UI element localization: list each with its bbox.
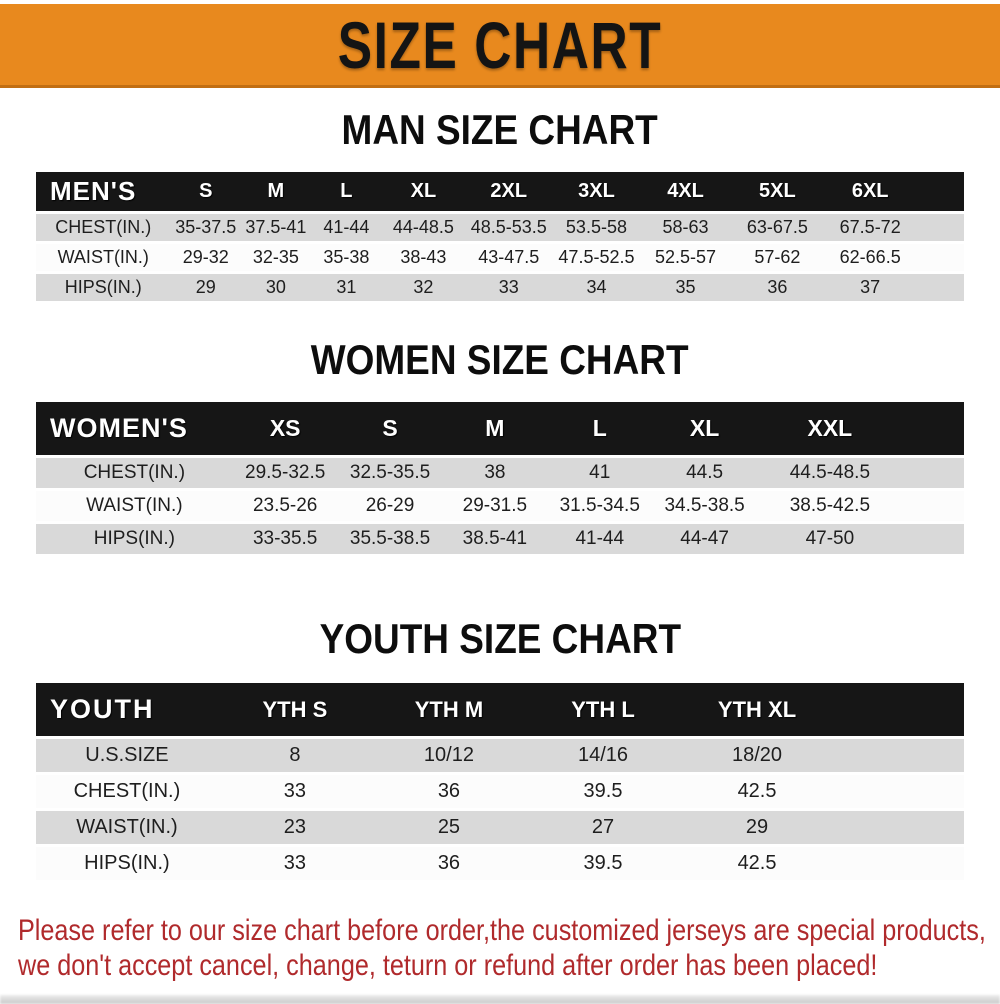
men-size-table bbox=[36, 172, 964, 304]
size-column-header: M bbox=[241, 172, 311, 213]
size-value-cell: 31.5-34.5 bbox=[547, 490, 652, 523]
filler-cell bbox=[903, 457, 964, 490]
row-label: U.S.SIZE bbox=[36, 738, 218, 774]
size-value-cell: 47.5-52.5 bbox=[553, 243, 640, 273]
size-value-cell: 32.5-35.5 bbox=[338, 457, 443, 490]
size-value-cell: 43-47.5 bbox=[465, 243, 553, 273]
size-value-cell: 29-31.5 bbox=[442, 490, 547, 523]
size-value-cell: 38-43 bbox=[382, 243, 465, 273]
size-column-header: YTH S bbox=[218, 683, 372, 738]
row-label: CHEST(IN.) bbox=[36, 457, 233, 490]
size-value-cell: 29.5-32.5 bbox=[233, 457, 338, 490]
size-value-cell: 27 bbox=[526, 810, 680, 846]
size-column-header: S bbox=[171, 172, 242, 213]
size-value-cell: 39.5 bbox=[526, 846, 680, 882]
size-value-cell: 35 bbox=[640, 273, 731, 303]
size-value-cell: 37.5-41 bbox=[241, 213, 311, 243]
man-section-heading bbox=[0, 104, 1000, 156]
size-value-cell: 8 bbox=[218, 738, 372, 774]
size-value-cell: 32 bbox=[382, 273, 465, 303]
youth-hips-row bbox=[36, 846, 964, 882]
size-value-cell: 38.5-42.5 bbox=[757, 490, 903, 523]
size-column-header: XL bbox=[652, 402, 757, 457]
row-label: HIPS(IN.) bbox=[36, 523, 233, 556]
size-value-cell: 26-29 bbox=[338, 490, 443, 523]
filler-cell bbox=[903, 402, 964, 457]
size-value-cell: 23.5-26 bbox=[233, 490, 338, 523]
youth-waist-row bbox=[36, 810, 964, 846]
size-column-header: YTH M bbox=[372, 683, 526, 738]
women-section-heading bbox=[0, 334, 1000, 386]
youth-heading-text: YOUTH SIZE CHART bbox=[319, 615, 681, 662]
men-corner-label: MEN'S bbox=[36, 172, 171, 213]
size-value-cell: 33-35.5 bbox=[233, 523, 338, 556]
men-header-row bbox=[36, 172, 964, 213]
size-value-cell: 44-48.5 bbox=[382, 213, 465, 243]
size-column-header: 5XL bbox=[731, 172, 824, 213]
size-column-header: 2XL bbox=[465, 172, 553, 213]
size-chart-banner bbox=[0, 4, 1000, 88]
men-chest-row bbox=[36, 213, 964, 243]
filler-cell bbox=[834, 810, 964, 846]
size-value-cell: 42.5 bbox=[680, 774, 834, 810]
size-value-cell: 14/16 bbox=[526, 738, 680, 774]
size-value-cell: 62-66.5 bbox=[824, 243, 917, 273]
size-value-cell: 30 bbox=[241, 273, 311, 303]
size-value-cell: 41-44 bbox=[311, 213, 382, 243]
size-value-cell: 63-67.5 bbox=[731, 213, 824, 243]
size-value-cell: 67.5-72 bbox=[824, 213, 917, 243]
size-value-cell: 31 bbox=[311, 273, 382, 303]
women-size-table bbox=[36, 402, 964, 557]
filler-cell bbox=[834, 846, 964, 882]
size-column-header: S bbox=[338, 402, 443, 457]
size-value-cell: 35-38 bbox=[311, 243, 382, 273]
women-chest-row bbox=[36, 457, 964, 490]
row-label: WAIST(IN.) bbox=[36, 243, 171, 273]
women-hips-row bbox=[36, 523, 964, 556]
size-column-header: XXL bbox=[757, 402, 903, 457]
disclaimer-line-1: Please refer to our size chart before order,the customized jerseys are special products, bbox=[18, 914, 986, 947]
size-value-cell: 36 bbox=[372, 846, 526, 882]
size-value-cell: 10/12 bbox=[372, 738, 526, 774]
size-value-cell: 36 bbox=[372, 774, 526, 810]
size-column-header: YTH XL bbox=[680, 683, 834, 738]
filler-cell bbox=[903, 523, 964, 556]
size-value-cell: 33 bbox=[465, 273, 553, 303]
filler-cell bbox=[834, 774, 964, 810]
row-label: CHEST(IN.) bbox=[36, 213, 171, 243]
size-value-cell: 39.5 bbox=[526, 774, 680, 810]
size-column-header: YTH L bbox=[526, 683, 680, 738]
size-value-cell: 29-32 bbox=[171, 243, 242, 273]
size-value-cell: 29 bbox=[171, 273, 242, 303]
size-value-cell: 36 bbox=[731, 273, 824, 303]
size-column-header: XS bbox=[233, 402, 338, 457]
size-value-cell: 52.5-57 bbox=[640, 243, 731, 273]
youth-size-table bbox=[36, 683, 964, 883]
size-column-header: M bbox=[442, 402, 547, 457]
row-label: HIPS(IN.) bbox=[36, 273, 171, 303]
size-value-cell: 47-50 bbox=[757, 523, 903, 556]
banner-title: SIZE CHART bbox=[337, 7, 663, 82]
filler-cell bbox=[917, 213, 964, 243]
men-waist-row bbox=[36, 243, 964, 273]
row-label: HIPS(IN.) bbox=[36, 846, 218, 882]
filler-cell bbox=[903, 490, 964, 523]
size-column-header: 6XL bbox=[824, 172, 917, 213]
order-disclaimer bbox=[0, 913, 1000, 983]
size-value-cell: 38.5-41 bbox=[442, 523, 547, 556]
size-value-cell: 23 bbox=[218, 810, 372, 846]
women-corner-label: WOMEN'S bbox=[36, 402, 233, 457]
size-value-cell: 44.5-48.5 bbox=[757, 457, 903, 490]
size-value-cell: 57-62 bbox=[731, 243, 824, 273]
youth-section-heading bbox=[0, 613, 1000, 665]
size-column-header: 3XL bbox=[553, 172, 640, 213]
youth-chest-row bbox=[36, 774, 964, 810]
size-value-cell: 58-63 bbox=[640, 213, 731, 243]
size-value-cell: 25 bbox=[372, 810, 526, 846]
size-value-cell: 41 bbox=[547, 457, 652, 490]
row-label: WAIST(IN.) bbox=[36, 490, 233, 523]
size-value-cell: 42.5 bbox=[680, 846, 834, 882]
row-label: CHEST(IN.) bbox=[36, 774, 218, 810]
size-column-header: L bbox=[547, 402, 652, 457]
size-value-cell: 44.5 bbox=[652, 457, 757, 490]
size-value-cell: 37 bbox=[824, 273, 917, 303]
size-value-cell: 35.5-38.5 bbox=[338, 523, 443, 556]
women-header-row bbox=[36, 402, 964, 457]
size-value-cell: 33 bbox=[218, 774, 372, 810]
filler-cell bbox=[917, 243, 964, 273]
filler-cell bbox=[834, 683, 964, 738]
size-value-cell: 29 bbox=[680, 810, 834, 846]
size-value-cell: 34 bbox=[553, 273, 640, 303]
size-value-cell: 53.5-58 bbox=[553, 213, 640, 243]
man-heading-text: MAN SIZE CHART bbox=[341, 106, 659, 153]
size-column-header: 4XL bbox=[640, 172, 731, 213]
men-hips-row bbox=[36, 273, 964, 303]
size-value-cell: 48.5-53.5 bbox=[465, 213, 553, 243]
row-label: WAIST(IN.) bbox=[36, 810, 218, 846]
size-value-cell: 35-37.5 bbox=[171, 213, 242, 243]
size-value-cell: 18/20 bbox=[680, 738, 834, 774]
filler-cell bbox=[834, 738, 964, 774]
youth-header-row bbox=[36, 683, 964, 738]
disclaimer-line-2: we don't accept cancel, change, teturn or refund after order has been placed! bbox=[18, 949, 878, 982]
size-column-header: XL bbox=[382, 172, 465, 213]
youth-ussize-row bbox=[36, 738, 964, 774]
size-value-cell: 32-35 bbox=[241, 243, 311, 273]
filler-cell bbox=[917, 172, 964, 213]
youth-corner-label: YOUTH bbox=[36, 683, 218, 738]
size-column-header: L bbox=[311, 172, 382, 213]
women-heading-text: WOMEN SIZE CHART bbox=[311, 336, 689, 383]
size-value-cell: 34.5-38.5 bbox=[652, 490, 757, 523]
size-value-cell: 44-47 bbox=[652, 523, 757, 556]
size-value-cell: 38 bbox=[442, 457, 547, 490]
size-value-cell: 33 bbox=[218, 846, 372, 882]
women-waist-row bbox=[36, 490, 964, 523]
size-value-cell: 41-44 bbox=[547, 523, 652, 556]
filler-cell bbox=[917, 273, 964, 303]
